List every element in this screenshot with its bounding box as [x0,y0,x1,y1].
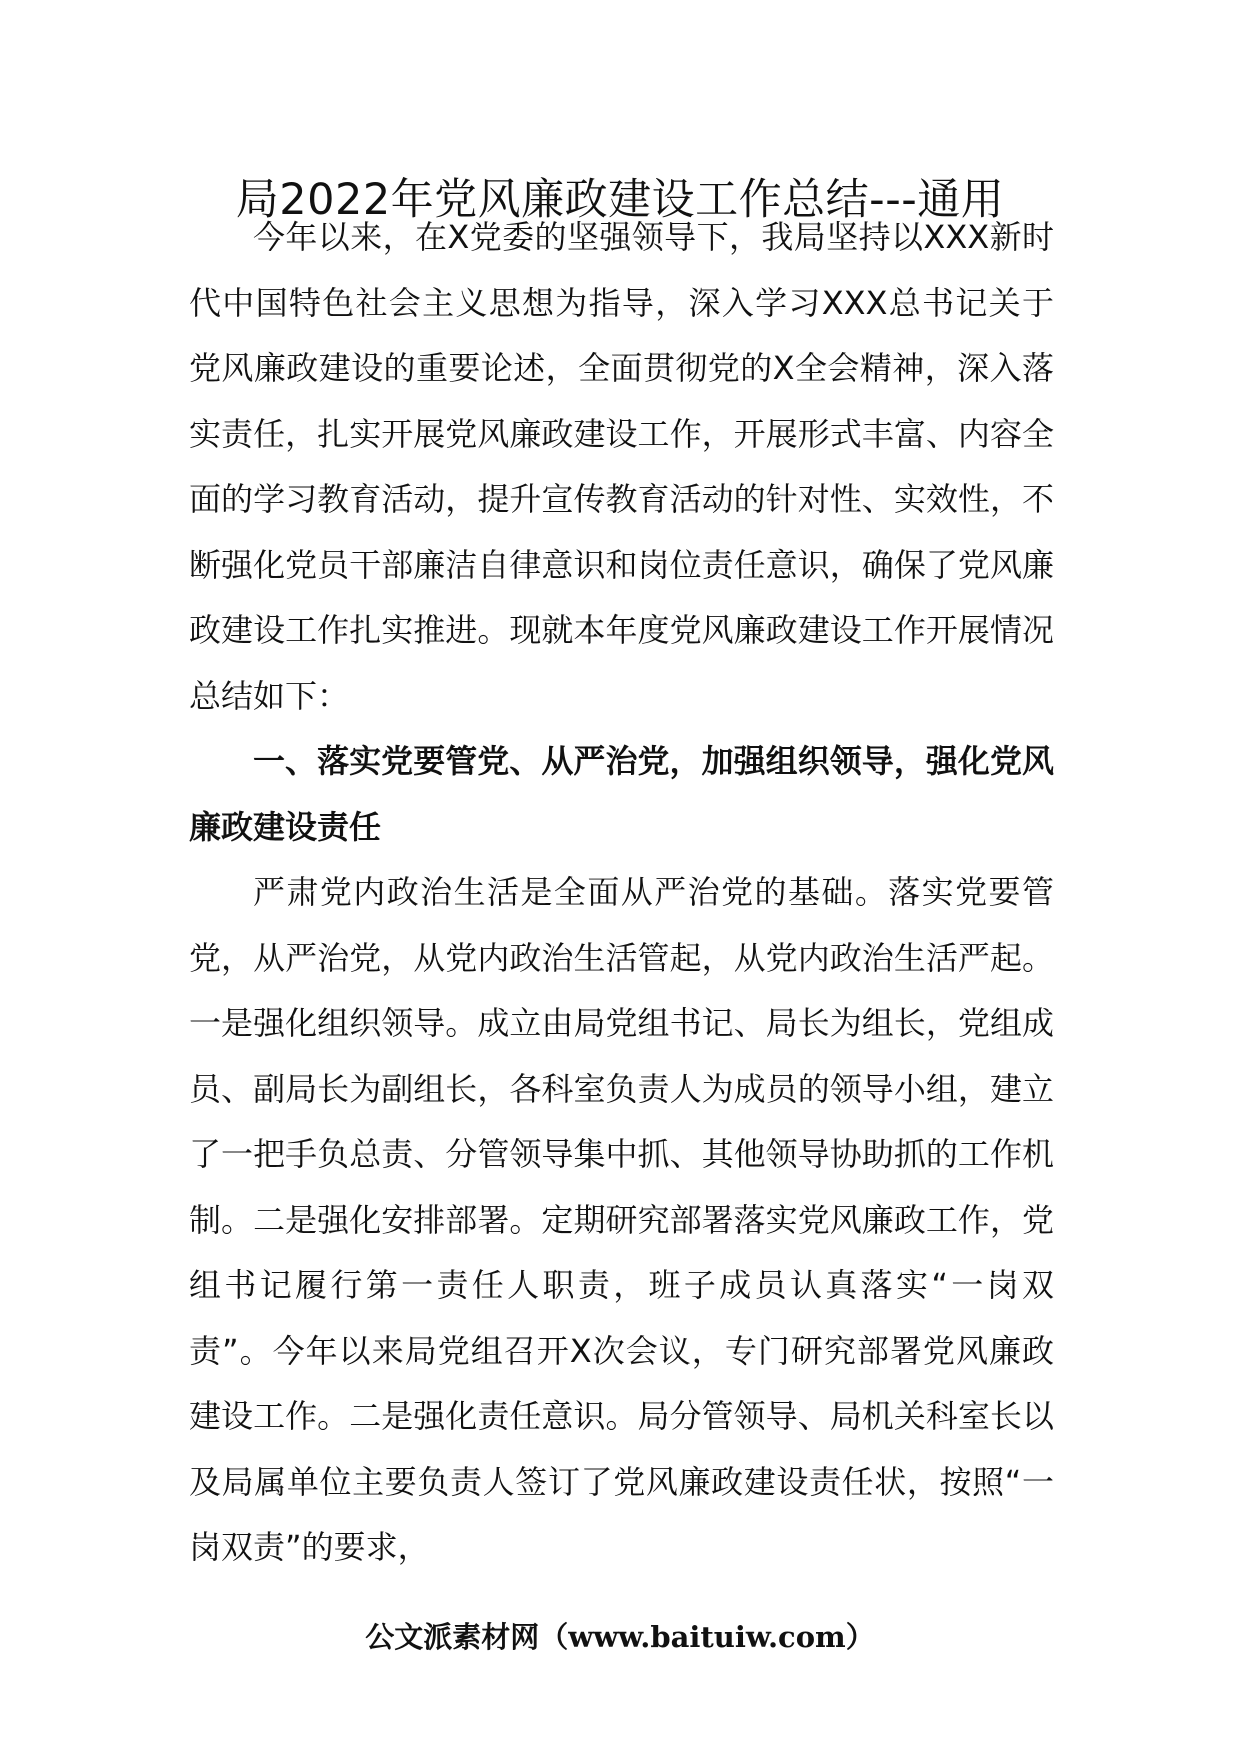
document-title: 局2022年党风廉政建设工作总结---通用 [235,175,1005,225]
section-heading-1: 一、落实党要管党、从严治党，加强组织领导，强化党风廉政建设责任 [189,742,1054,846]
paragraph-section-1: 严肃党内政治生活是全面从严治党的基础。落实党要管党，从严治党，从党内政治生活管起，从党内政治生活严起。一是强化组织领导。成立由局党组书记、局长为组长，党组成员、副局长为副组长，各科室负责人为成员的领导小组，建立了一把手负总责、分管领导集中抓、其他领导协助抓的工作机制。二是强化安排部署。定期研究部署落实党风廉政工作，党组书记履行第一责任人职责，班子成员认真落实“一岗双责”。今年以来局党组召开X次会议，专门研究部署党风廉政建设工作。二是强化责任意识。局分管领导、局机关科室长以及局属单位主要负责人签订了党风廉政建设责任状，按照“一岗双责”的要求， [189,873,1054,1566]
document-body [189,205,1054,1581]
footer-watermark: 公文派素材网（www.baituiw.com） [365,1620,875,1654]
paragraph-intro: 今年以来，在X党委的坚强领导下，我局坚持以XXX新时代中国特色社会主义思想为指导，深入学习XXX总书记关于党风廉政建设的重要论述，全面贯彻党的X全会精神，深入落实责任，扎实开展党风廉政建设工作，开展形式丰富、内容全面的学习教育活动，提升宣传教育活动的针对性、实效性，不断强化党员干部廉洁自律意识和岗位责任意识，确保了党风廉政建设工作扎实推进。现就本年度党风廉政建设工作开展情况总结如下： [189,218,1054,715]
